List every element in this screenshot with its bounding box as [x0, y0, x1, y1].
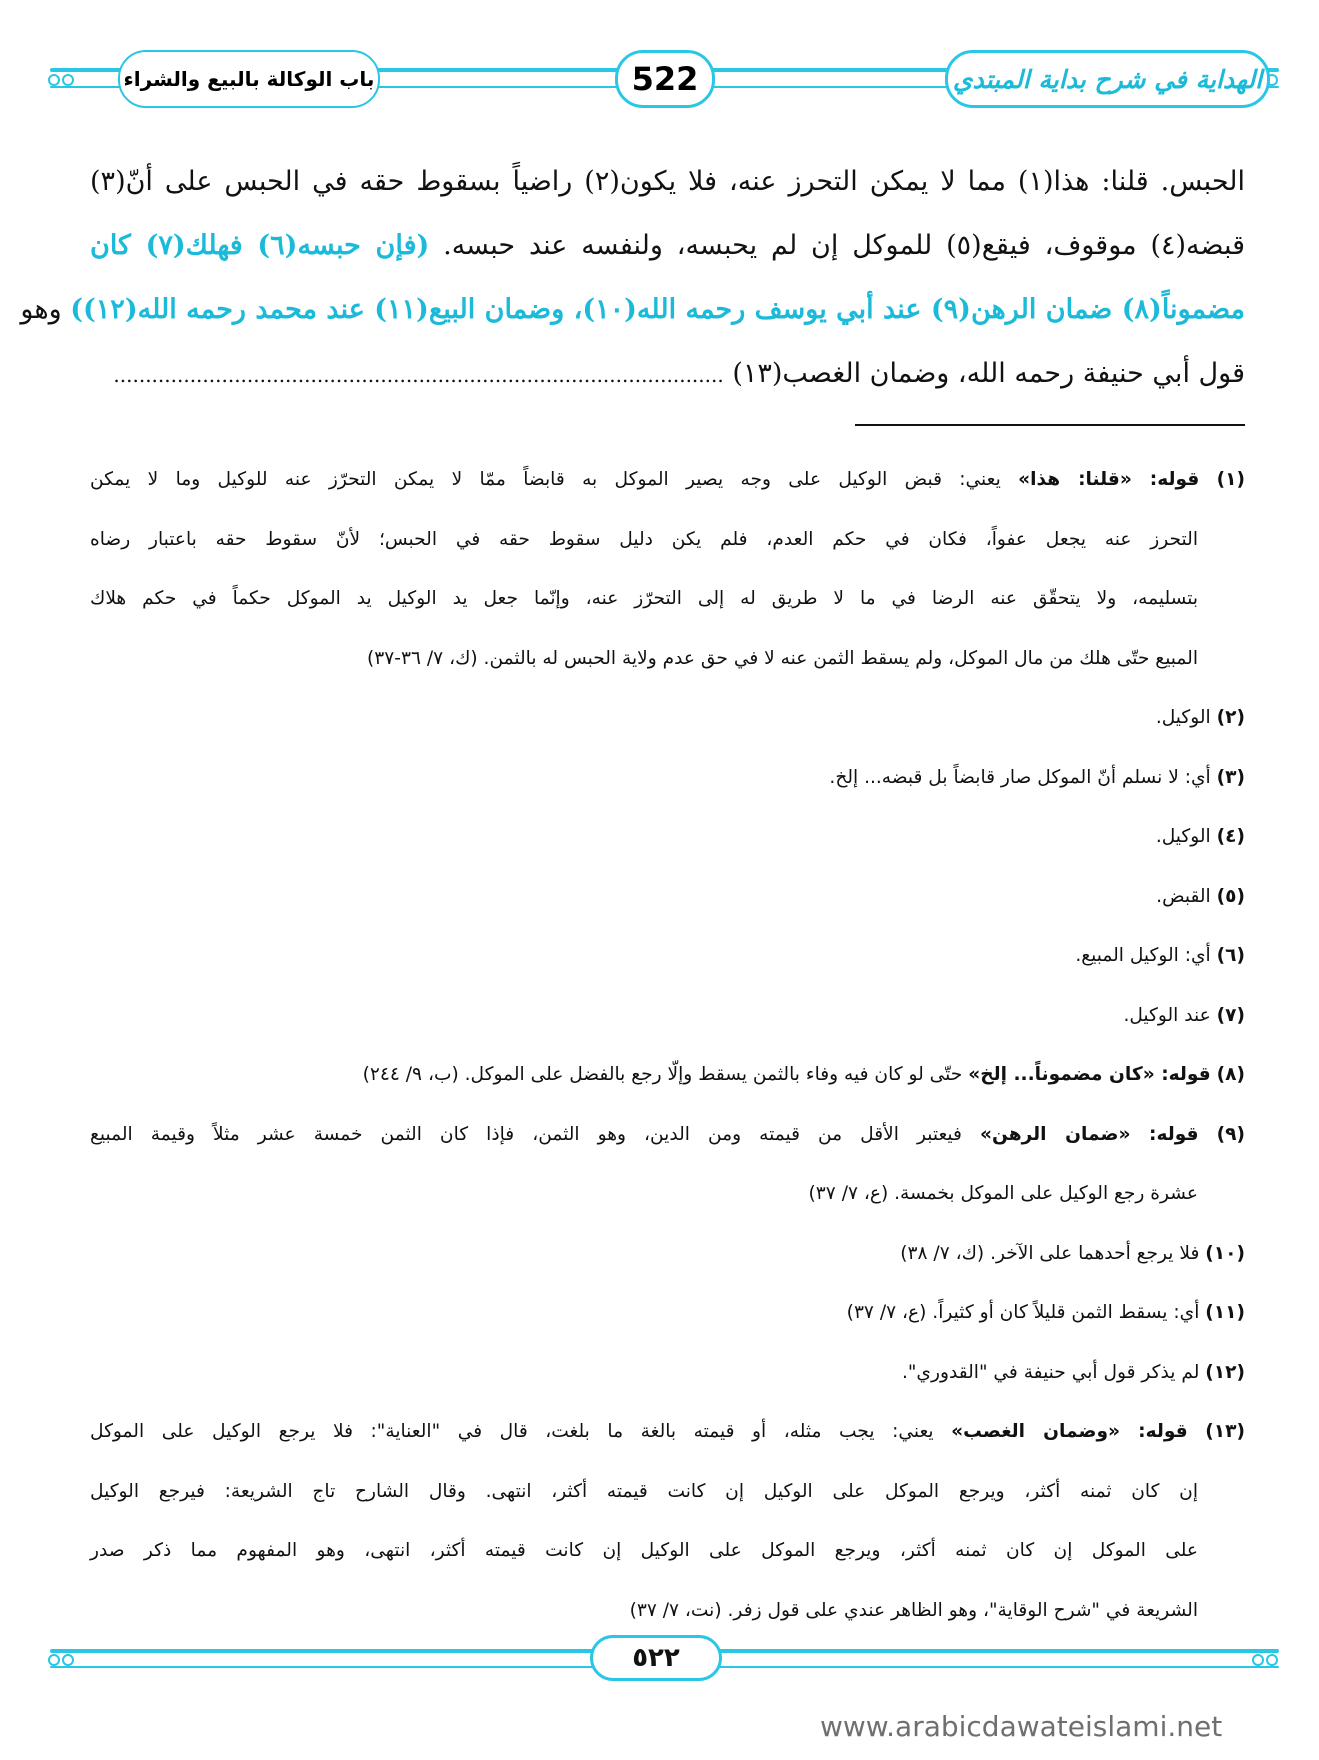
- footnote-text: يعني: قبض الوكيل على وجه يصير الموكل به قابضاً ممّا لا يمكن التحرّز عنه للوكيل وما لا يمكن: [90, 469, 1001, 490]
- header-ornament-cap-left: [48, 68, 88, 88]
- footnote-text: يعني: يجب مثله، أو قيمته بالغة ما بلغت، قال في "العناية": فلا يرجع الوكيل على الموكل: [90, 1421, 934, 1442]
- footer-page-number-cartouche: [590, 1635, 722, 1681]
- footnote-text: فيعتبر الأقل من قيمته ومن الدين، وهو الثمن، فإذا كان الثمن خمسة عشر مثلاً وقيمة المبيع: [90, 1123, 962, 1145]
- footer-ornament-cap-left: [48, 1648, 88, 1668]
- footnote-1-line-4: المبيع حتّى هلك من مال الموكل، ولم يسقط الثمن عنه لا في حق عدم ولاية الحبس له بالثمن. (ك، ٧/ ٣٦-٣٧): [367, 647, 1198, 669]
- footnote-text: حتّى لو كان فيه وفاء بالثمن يسقط وإلّا رجع بالفضل على الموكل. (ب، ٩/ ٢٤٤): [362, 1064, 963, 1085]
- footnote-text: لم يذكر قول أبي حنيفة في "القدوري".: [901, 1361, 1200, 1383]
- footnote-text: أي: لا نسلم أنّ الموكل صار قابضاً بل قبضه... إلخ.: [829, 766, 1211, 788]
- main-line-3-matn: مضموناً(٨) ضمان الرهن(٩) عند أبي يوسف رحمه الله(١٠)، وضمان البيع(١١) عند محمد رحمه الله(١٢)): [70, 294, 1245, 325]
- footnote-number: (٧): [1216, 1004, 1245, 1026]
- chapter-title-cartouche: [118, 50, 380, 108]
- footnote-number: (١): [1216, 469, 1245, 490]
- page-number-bottom: ٥٢٢: [632, 1643, 680, 1673]
- main-line-1: [90, 150, 1245, 214]
- footnote-number: (٩): [1216, 1123, 1246, 1145]
- footnote-1: [90, 450, 1245, 510]
- main-line-4: [90, 342, 1245, 406]
- footnotes: [90, 450, 1245, 1640]
- watermark-url: www.arabicdawateislami.net: [820, 1710, 1223, 1743]
- footnote-13-line-3: على الموكل إن كان ثمنه أكثر، ويرجع الموكل على الوكيل إن كانت قيمته أكثر، انتهى، وهو المفهوم مما ذكر صدر: [90, 1540, 1198, 1561]
- footer-ornament-cap-right: [1238, 1648, 1278, 1668]
- footnote-keyword: قوله: «وضمان الغصب»: [951, 1421, 1188, 1442]
- footnote-text: القبض.: [1156, 885, 1211, 907]
- footnote-number: (١٣): [1205, 1421, 1245, 1442]
- chapter-title: باب الوكالة بالبيع والشراء: [123, 67, 375, 91]
- main-line-4-dots: ................................................................................................: [113, 363, 724, 387]
- footnote-1-line-3: بتسليمه، ولا يتحقّق عنه الرضا في ما لا طريق له إلى التحرّز عنه، وإنّما جعل يد الوكيل يد الموكل حكماً في حكم هلاك: [90, 588, 1198, 609]
- main-line-2-text: قبضه(٤) موقوف، فيقع(٥) للموكل إن لم يحبسه، ولنفسه عند حبسه.: [443, 230, 1245, 261]
- footnote-text: فلا يرجع أحدهما على الآخر. (ك، ٧/ ٣٨): [900, 1242, 1200, 1264]
- main-line-4-text: قول أبي حنيفة رحمه الله، وضمان الغصب(١٣): [732, 358, 1245, 389]
- footnote-2: [90, 688, 1245, 748]
- book-title-cartouche: [945, 50, 1270, 108]
- footnote-7: [90, 986, 1245, 1046]
- footnote-number: (٨): [1216, 1064, 1245, 1085]
- footnote-keyword: قوله: «قلنا: هذا»: [1018, 469, 1200, 490]
- footnote-text: الوكيل.: [1155, 707, 1211, 728]
- main-line-2-matn: (فإن حبسه(٦) فهلك(٧) كان: [90, 230, 430, 261]
- footnote-9-line-2: عشرة رجع الوكيل على الموكل بخمسة. (ع، ٧/ ٣٧): [808, 1183, 1198, 1204]
- footnote-text: الوكيل.: [1155, 826, 1211, 847]
- footnote-4: [90, 807, 1245, 867]
- footnote-11: [90, 1283, 1245, 1343]
- page-number-cartouche: [615, 50, 715, 108]
- book-title: الهداية في شرح بداية المبتدي: [952, 64, 1263, 94]
- footnote-13-line-2: إن كان ثمنه أكثر، ويرجع الموكل على الوكيل إن كانت قيمته أكثر، انتهى. وقال الشارح تاج الشريعة: فيرجع الوكيل: [90, 1480, 1198, 1502]
- footnote-keyword: قوله: «ضمان الرهن»: [979, 1123, 1199, 1145]
- footnote-12: [90, 1343, 1245, 1403]
- footnote-divider: [855, 424, 1245, 426]
- footnote-number: (٤): [1216, 826, 1245, 847]
- footnote-8: [90, 1045, 1245, 1105]
- footnote-number: (٦): [1216, 945, 1245, 966]
- footnote-text: أي: يسقط الثمن قليلاً كان أو كثيراً. (ع، ٧/ ٣٧): [846, 1302, 1200, 1323]
- footnote-13-line-4: الشريعة في "شرح الوقاية"، وهو الظاهر عندي على قول زفر. (نت، ٧/ ٣٧): [629, 1599, 1198, 1621]
- footnote-6: [90, 926, 1245, 986]
- main-line-3-text: وهو: [20, 294, 62, 325]
- footnote-5: [90, 867, 1245, 927]
- footnote-10: [90, 1224, 1245, 1284]
- footnote-number: (١٢): [1205, 1361, 1245, 1383]
- footnote-3: [90, 748, 1245, 808]
- footnote-number: (١٠): [1205, 1242, 1245, 1264]
- main-line-1-text: الحبس. قلنا: هذا(١) مما لا يمكن التحرز عنه، فلا يكون(٢) راضياً بسقوط حقه في الحبس على أنّ(٣): [90, 166, 1245, 197]
- footnote-number: (٣): [1216, 766, 1245, 788]
- footnote-number: (٥): [1216, 885, 1245, 907]
- footnote-1-line-2: التحرز عنه يجعل عفواً، فكان في حكم العدم، فلم يكن دليل سقوط حقه في الحبس؛ لأنّ سقوط حقه باعتبار رضاه: [90, 528, 1198, 550]
- footnote-text: عند الوكيل.: [1123, 1004, 1211, 1026]
- main-line-3: [20, 278, 1245, 342]
- main-line-2: [90, 214, 1245, 278]
- footnote-number: (٢): [1216, 707, 1245, 728]
- page-number-top: 522: [631, 60, 699, 98]
- footnote-keyword: قوله: «كان مضموناً... إلخ»: [968, 1064, 1211, 1085]
- footnote-text: أي: الوكيل المبيع.: [1075, 945, 1211, 966]
- footnote-number: (١١): [1205, 1302, 1245, 1323]
- footnote-13: [90, 1402, 1245, 1462]
- footnote-9: [90, 1105, 1245, 1165]
- main-text: [20, 150, 1245, 406]
